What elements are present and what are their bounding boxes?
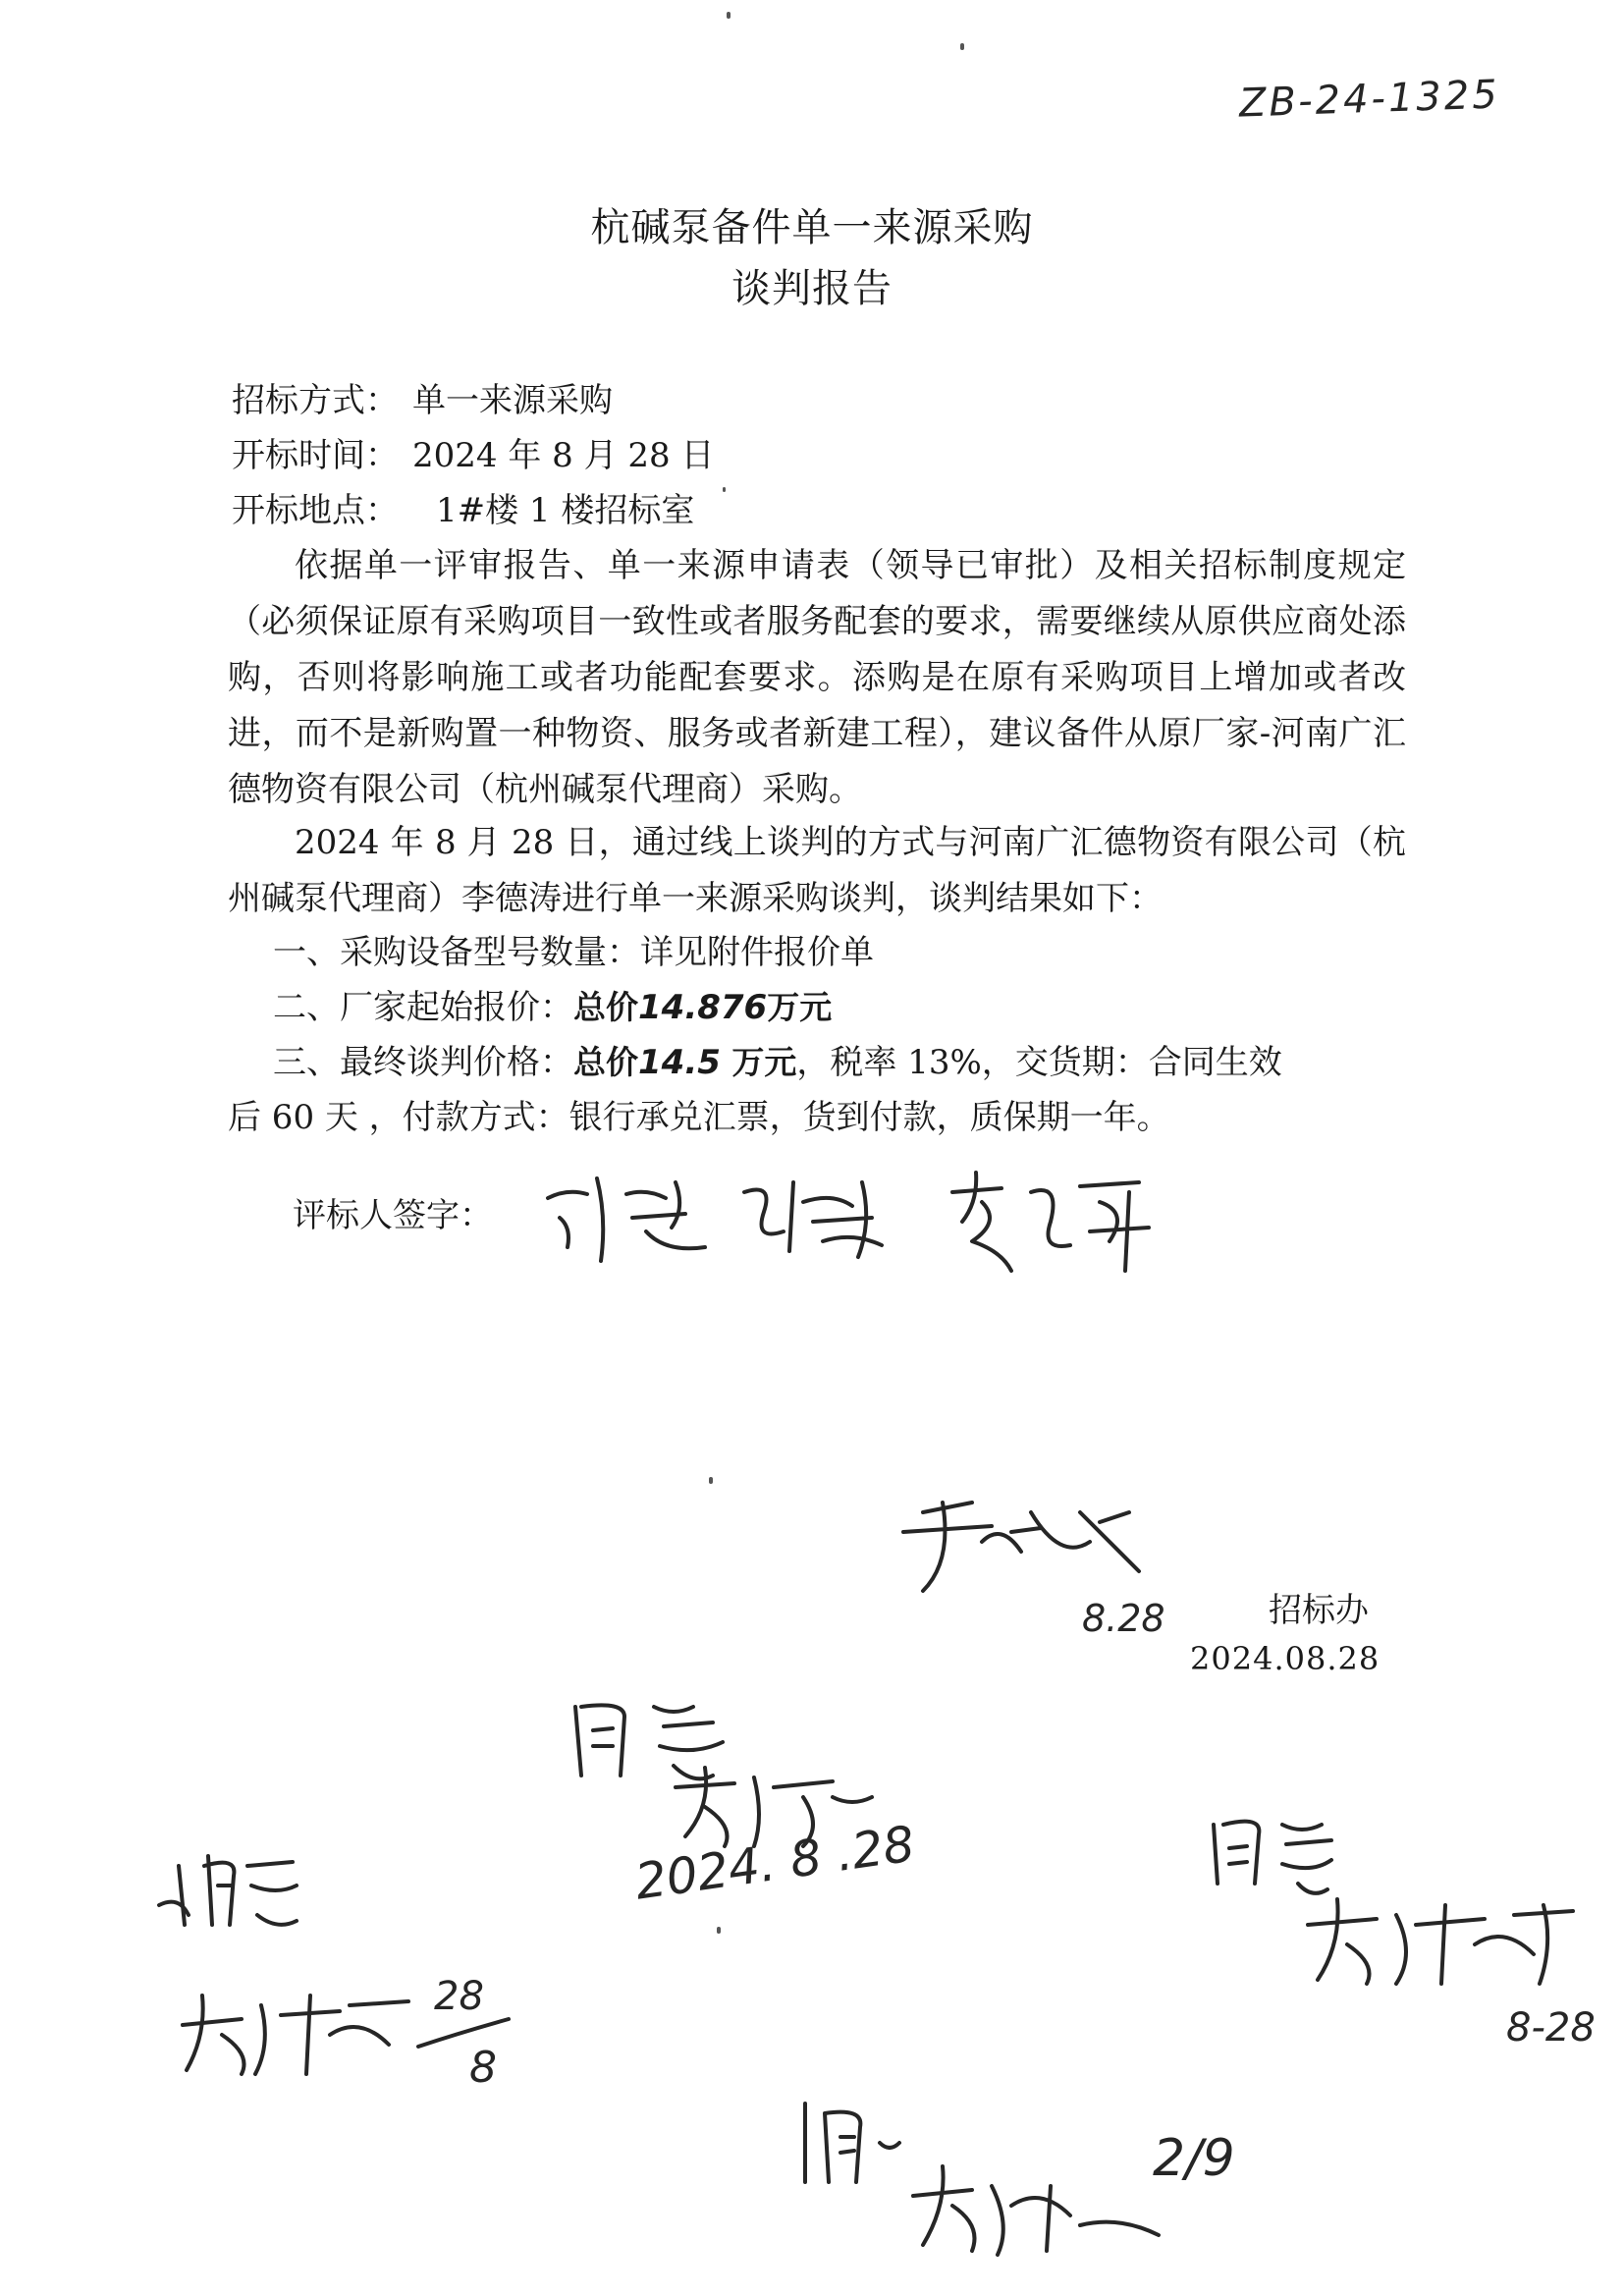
scan-speck — [709, 1477, 713, 1484]
evaluator-signature-2 — [734, 1163, 901, 1271]
handwritten-date-c: 8-28 — [1506, 2005, 1596, 2050]
result-item-3-handwritten-price: 14.5 — [638, 1043, 721, 1082]
result-item-2-prefix: 二、厂家起始报价： — [273, 988, 573, 1027]
evaluator-signature-1 — [538, 1159, 725, 1277]
paragraph-negotiation: 2024 年 8 月 28 日，通过线上谈判的方式与河南广汇德物资有限公司（杭州碱泵代理商）李德涛进行单一来源采购谈判，谈判结果如下： — [228, 823, 1406, 918]
doc-title-line2: 谈判报告 — [731, 266, 893, 311]
approver-signature-4 — [173, 1976, 428, 2084]
scan-speck — [727, 12, 731, 19]
field-value: 1#楼 1 楼招标室 — [436, 491, 695, 530]
field-bid-method — [232, 373, 613, 421]
result-item-3-unit: 万元 — [720, 1043, 797, 1081]
result-item-2-handwritten-price: 14.876 — [638, 988, 768, 1027]
handwritten-date-d: 28 — [434, 1974, 484, 2019]
field-value: 2024 年 8 月 28 日 — [412, 436, 715, 475]
field-label: 招标方式： — [232, 381, 399, 420]
result-item-2-unit: 万元 — [767, 988, 833, 1026]
handwritten-date-e: 8 — [469, 2043, 497, 2093]
approver-signature-3 — [1298, 1886, 1583, 1994]
signature-label: 评标人签字： — [293, 1196, 493, 1235]
result-item-3-continued: 后 60 天 ，付款方式：银行承兑汇票，货到付款，质保期一年。 — [228, 1098, 1170, 1137]
date-divider-stroke — [410, 2013, 518, 2052]
field-label: 开标地点： — [232, 491, 399, 530]
approval-mark-agree-3 — [149, 1836, 306, 1944]
approver-signature-1 — [884, 1483, 1149, 1611]
result-item-2-total-label: 总价 — [573, 988, 638, 1026]
bidding-office: 招标办 — [1269, 1591, 1369, 1630]
scan-speck — [960, 43, 964, 50]
result-item-3-terms: ，税率 13%，交货期：合同生效 — [796, 1043, 1282, 1082]
field-open-place — [232, 483, 694, 531]
doc-title-line1: 杭碱泵备件单一来源采购 — [590, 205, 1034, 250]
bidding-office-date: 2024.08.28 — [1190, 1640, 1380, 1677]
paragraph-basis: 依据单一评审报告、单一来源申请表（领导已审批）及相关招标制度规定（必须保证原有采购项目一致性或者服务配套的要求，需要继续从原供应商处添购，否则将影响施工或者功能配套要求。添购是在原有采购项目上增加或者改进，而不是新购置一种物资、服务或者新建工程），建议备件从原厂家-河南广汇德物资有限公司（杭州碱泵代理商）采购。 — [228, 546, 1406, 809]
result-item-3 — [273, 1035, 1282, 1083]
approver-signature-5 — [903, 2157, 1168, 2265]
handwritten-date-b: 2024. 8 .28 — [631, 1815, 918, 1911]
handwritten-date-a: 8.28 — [1082, 1597, 1165, 1640]
field-value: 单一来源采购 — [412, 381, 613, 420]
approval-mark-agree-4 — [785, 2094, 913, 2192]
field-label: 开标时间： — [232, 436, 399, 475]
handwritten-date-f: 2/9 — [1153, 2129, 1235, 2188]
result-item-2 — [273, 980, 832, 1028]
result-item-3-total-label: 总价 — [573, 1043, 638, 1081]
field-open-time — [232, 428, 714, 476]
result-item-3-prefix: 三、最终谈判价格： — [273, 1043, 573, 1082]
scan-speck — [723, 487, 726, 492]
result-item-1: 一、采购设备型号数量：详见附件报价单 — [273, 933, 874, 972]
doc-number: ZB-24-1325 — [1238, 72, 1501, 127]
scan-speck — [717, 1927, 721, 1934]
evaluator-signature-3 — [943, 1163, 1159, 1281]
